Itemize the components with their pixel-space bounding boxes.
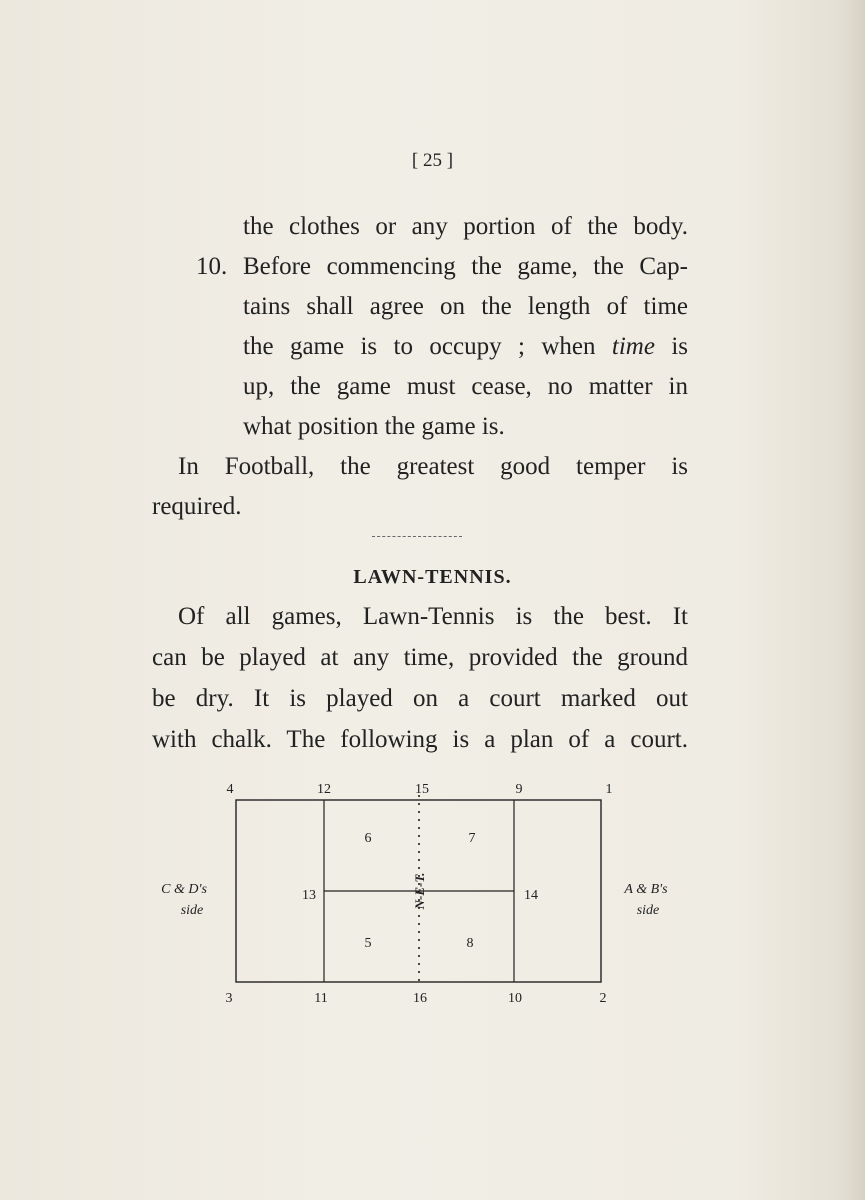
text-fragment: the game is to occupy ; when — [243, 333, 612, 360]
paragraph-line: In Football, the greatest good temper is — [178, 453, 688, 480]
paragraph-line: Of all games, Lawn-Tennis is the best. It — [178, 603, 688, 630]
text-fragment: is — [654, 333, 688, 360]
box-label: 5 — [364, 936, 372, 951]
paragraph-line: be dry. It is played on a court marked out — [152, 685, 688, 712]
side-label: side — [636, 903, 660, 918]
corner-label: 15 — [415, 782, 429, 797]
point-label: 13 — [302, 888, 316, 903]
corner-label: 11 — [314, 991, 328, 1006]
rule-line: tains shall agree on the length of time — [243, 293, 688, 320]
page-number: [ 25 ] — [411, 150, 454, 171]
paragraph-line: required. — [152, 493, 242, 520]
corner-label: 4 — [226, 782, 234, 797]
corner-label: 10 — [508, 991, 522, 1006]
paragraph-line: with chalk. The following is a plan of a court. — [152, 726, 688, 753]
rule-number: 10. — [196, 253, 228, 280]
side-label: A & B's — [624, 882, 668, 897]
box-label: 6 — [364, 831, 372, 846]
corner-label: 9 — [515, 782, 523, 797]
corner-label: 3 — [225, 991, 233, 1006]
paragraph-line: can be played at any time, provided the ground — [152, 644, 688, 671]
rule-line: what position the game is. — [243, 413, 505, 440]
corner-label: 1 — [605, 782, 613, 797]
corner-label: 16 — [413, 991, 427, 1006]
net-label: N-E-T. — [412, 872, 427, 910]
corner-label: 12 — [317, 782, 331, 797]
tennis-court-plan — [150, 770, 710, 1020]
corner-label: 2 — [599, 991, 607, 1006]
point-label: 14 — [524, 888, 538, 903]
box-label: 7 — [468, 831, 476, 846]
rule-line: up, the game must cease, no matter in — [243, 373, 688, 400]
section-divider — [372, 536, 462, 539]
side-label: C & D's — [161, 882, 207, 897]
rule-line: the clothes or any portion of the body. — [243, 213, 688, 240]
box-label: 8 — [466, 936, 474, 951]
rule-line: Before commencing the game, the Cap- — [243, 253, 688, 280]
side-label: side — [180, 903, 204, 918]
emphasis-text: time — [611, 333, 655, 360]
section-title: LAWN-TENNIS. — [353, 566, 512, 588]
rule-line — [243, 332, 688, 362]
